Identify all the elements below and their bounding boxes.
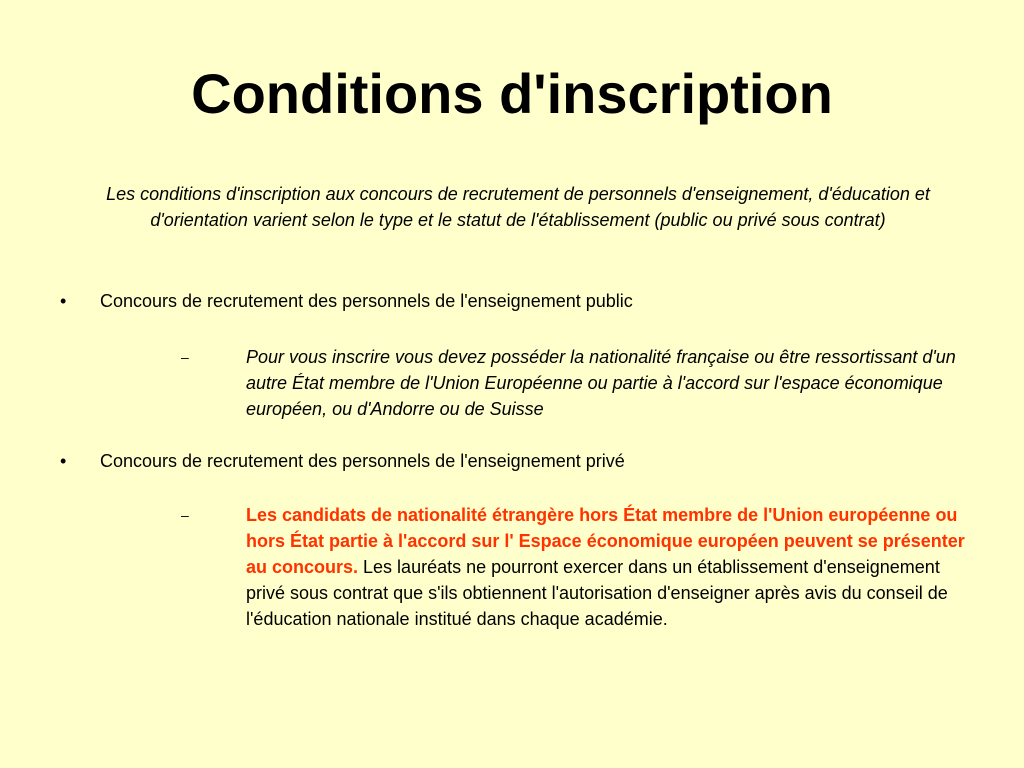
slide-title: Conditions d'inscription — [191, 62, 833, 125]
bullet-dot-icon: • — [60, 291, 67, 311]
sub-item-text: Pour vous inscrire vous devez posséder la nationalité française ou être ressortissant d'un autre État membre de l'Union Européenne ou partie à l'accord sur l'espace économique européen, ou d'Andorre ou de Suisse — [246, 347, 956, 419]
bullet-dot-icon: • — [60, 451, 67, 471]
regular-text: Les lauréats ne pourront exercer dans un établissement d'enseignement privé sous contrat que s'ils obtiennent l'autorisation d'enseigner après avis du conseil de l'éducation nationale institué dans chaque académie. — [246, 557, 948, 629]
dash-icon: – — [181, 507, 189, 523]
bullet-text: Concours de recrutement des personnels de l'enseignement public — [100, 291, 633, 311]
dash-icon: – — [181, 349, 189, 365]
bullet-text: Concours de recrutement des personnels de l'enseignement privé — [100, 451, 625, 471]
sub-item-text — [246, 502, 966, 632]
intro-paragraph: Les conditions d'inscription aux concours de recrutement de personnels d'enseignement, d'éducation et d'orientation varient selon le type et le statut de l'établissement (public ou privé sous contrat) — [106, 184, 930, 230]
highlighted-text: Les candidats de nationalité étrangère hors État membre de l'Union européenne ou hors État partie à l'accord sur l' Espace économique européen peuvent se présenter au concours. — [246, 505, 965, 577]
